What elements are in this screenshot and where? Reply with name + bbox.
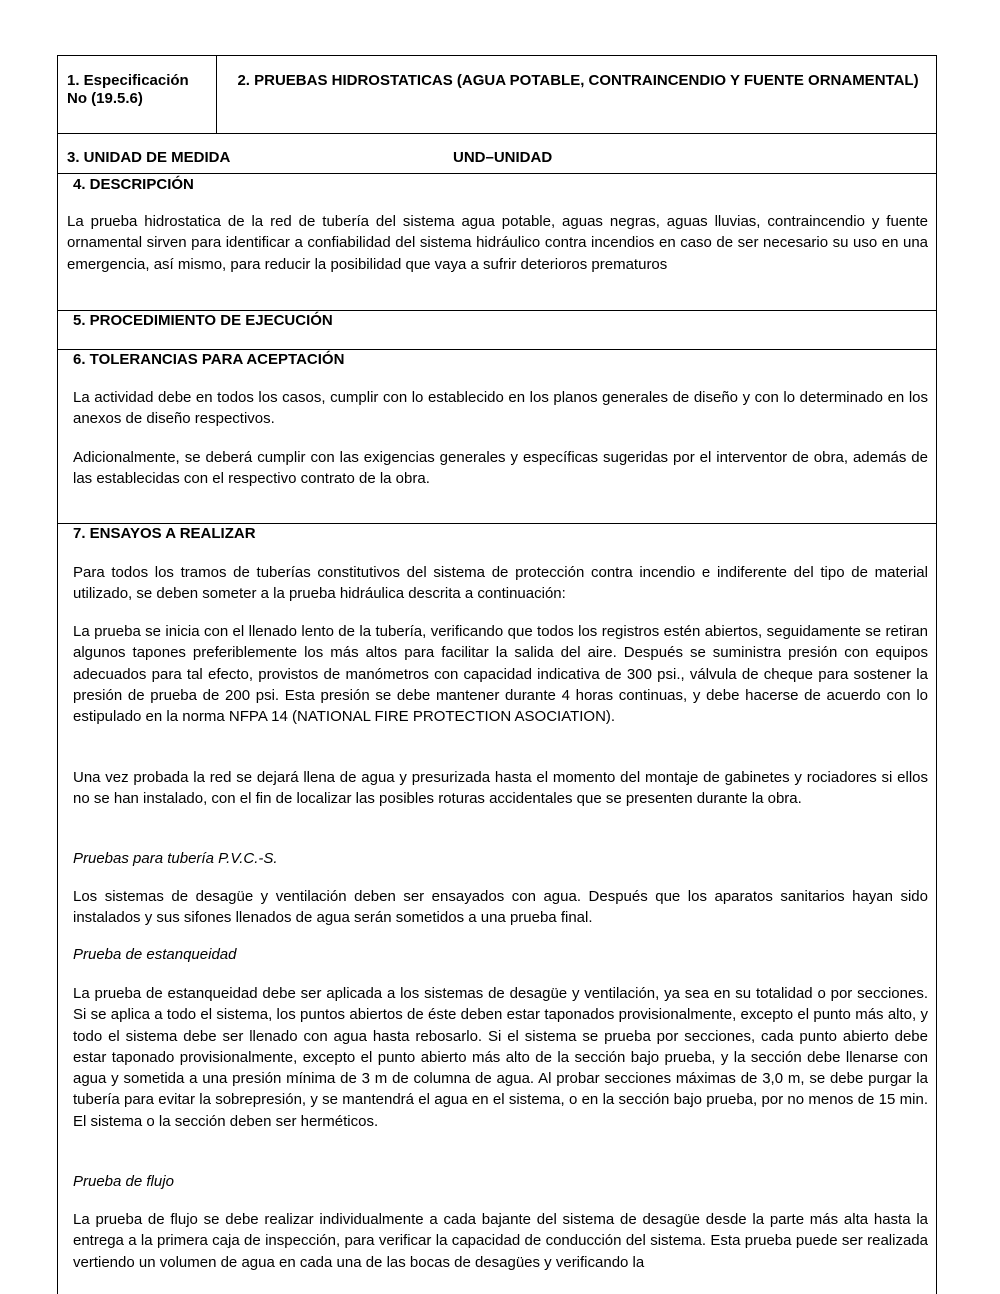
descripcion-text: La prueba hidrostatica de la red de tubería del sistema agua potable, aguas negras, aguas lluvias, contraincendio y fuente ornamental sirven para identificar a confiabilidad del sistema hidráulico contra incendios en caso de ser necesario su uso en una emergencia, así mismo, para reducir la posibilidad que vaya a sufrir deterioros prematuros [67, 213, 928, 273]
ensayos-paragraph: Los sistemas de desagüe y ventilación deben ser ensayados con agua. Después que los aparatos sanitarios hayan sido instalados y sus sifones llenados de agua serán sometidos a una prueba final. [73, 888, 928, 927]
unit-value: UND–UNIDAD [453, 149, 553, 166]
subheading-estanqueidad: Prueba de estanqueidad [73, 946, 237, 963]
specification-sheet [57, 55, 937, 1294]
row-divider [58, 349, 936, 350]
section-title-procedimiento: 5. PROCEDIMIENTO DE EJECUCIÓN [73, 312, 333, 329]
tolerancias-paragraph: Adicionalmente, se deberá cumplir con las exigencias generales y específicas sugeridas por el interventor de obra, además de las establecidas con el respectivo contrato de la obra. [73, 449, 928, 488]
section-title-descripcion: 4. DESCRIPCIÓN [73, 176, 194, 193]
tolerancias-paragraph: La actividad debe en todos los casos, cumplir con lo establecido en los planos generales de diseño y con lo determinado en los anexos de diseño respectivos. [73, 389, 928, 428]
row-divider [58, 310, 936, 311]
ensayos-paragraph: Para todos los tramos de tuberías constitutivos del sistema de protección contra incendio e indiferente del tipo de material utilizado, se deben someter a la prueba hidráulica descrita a continuación: [73, 564, 928, 603]
spec-number: 1. Especificación No (19.5.6) [67, 72, 189, 107]
page-title: 2. PRUEBAS HIDROSTATICAS (AGUA POTABLE, CONTRAINCENDIO Y FUENTE ORNAMENTAL) [237, 72, 919, 89]
ensayos-paragraph: La prueba se inicia con el llenado lento de la tubería, verificando que todos los registros estén abiertos, seguidamente se retiran algunos tapones preferiblemente los más altos para facilitar la salida del aire. Después se suministra presión con equipos adecuados para tal efecto, provistos de manómetros con capacidad indicativa de 300 psi., válvula de cheque para sostener la presión de prueba de 200 psi. Esta presión se debe mantener durante 4 horas continuas, y debe hacerse de acuerdo con lo estipulado en la norma NFPA 14 (NATIONAL FIRE PROTECTION ASOCIATION). [73, 623, 928, 726]
subheading-flujo: Prueba de flujo [73, 1173, 174, 1190]
row-divider [58, 133, 936, 134]
ensayos-paragraph: La prueba de estanqueidad debe ser aplicada a los sistemas de desagüe y ventilación, ya sea en su totalidad o por secciones. Si se aplica a todo el sistema, los puntos abiertos de éste deben estar taponados provisionalmente, excepto el punto más alto, y todo el sistema debe ser llenado con agua hasta rebosarlo. Si el sistema se prueba por secciones, cada punto abierto debe estar taponado provisionalmente, excepto el punto abierto más alto de la sección bajo prueba, y la sección debe llenarse con agua y sometida a una presión mínima de 3 m de columna de agua. Al probar secciones máximas de 3,0 m, se debe purgar la tubería para evitar la sobrepresión, y se mantendrá el agua en el sistema, o en la sección bajo prueba, por no menos de 15 min. El sistema o la sección deben ser herméticos. [73, 985, 928, 1130]
subheading-pvc: Pruebas para tubería P.V.C.-S. [73, 850, 278, 867]
row-divider [58, 523, 936, 524]
header-divider [216, 56, 217, 133]
ensayos-paragraph: La prueba de flujo se debe realizar individualmente a cada bajante del sistema de desagüe desde la parte más alta hasta la entrega a la primera caja de inspección, para verificar la capacidad de conducción del sistema. Esta prueba puede ser realizada vertiendo un volumen de agua en cada una de las bocas de desagües y verificando la [73, 1211, 928, 1271]
section-title-ensayos: 7. ENSAYOS A REALIZAR [73, 525, 256, 542]
section-title-tolerancias: 6. TOLERANCIAS PARA ACEPTACIÓN [73, 351, 345, 368]
row-divider [58, 173, 936, 174]
ensayos-paragraph: Una vez probada la red se dejará llena de agua y presurizada hasta el momento del montaje de gabinetes y rociadores si ellos no se han instalado, con el fin de localizar las posibles roturas accidentales que se presenten durante la obra. [73, 769, 928, 808]
unit-label: 3. UNIDAD DE MEDIDA [67, 149, 231, 166]
